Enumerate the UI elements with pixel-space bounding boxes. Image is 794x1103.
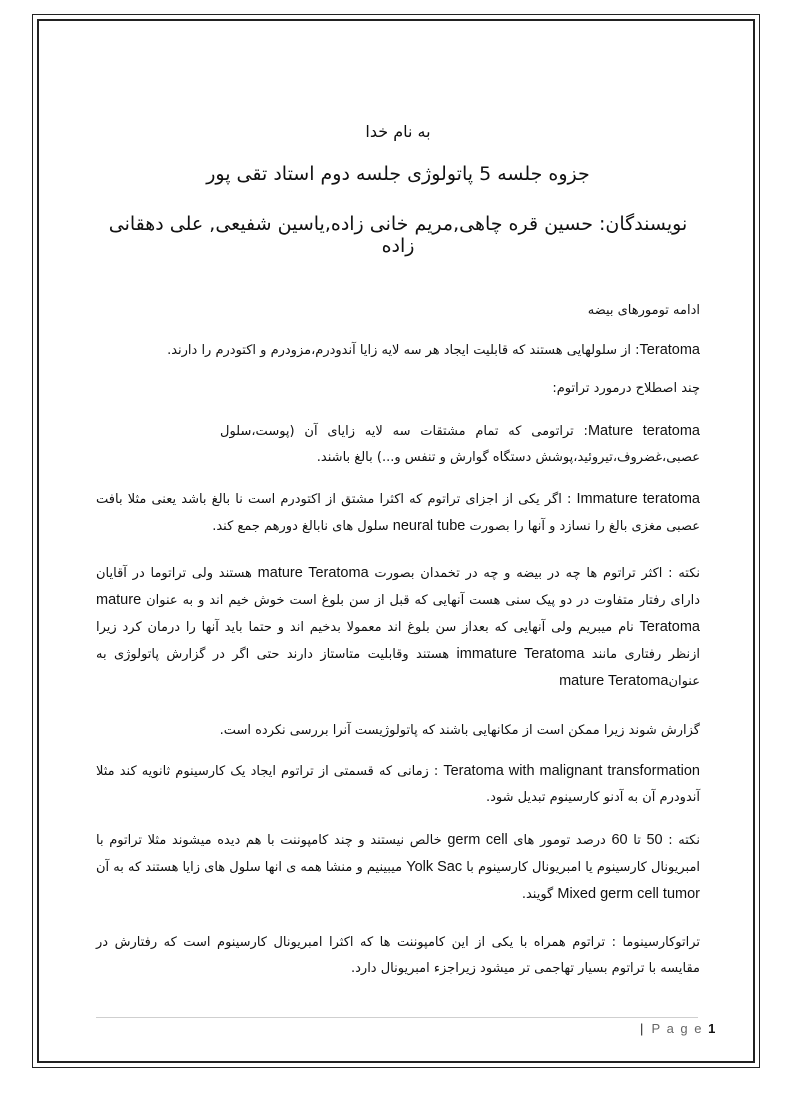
note-paragraph-2 xyxy=(96,827,700,908)
note2-text-c: درصد تومور های xyxy=(507,833,612,848)
term-immature-teratoma-2: immature Teratoma xyxy=(456,646,585,662)
term-mixed-germ-cell-tumor: Mixed germ cell tumor xyxy=(557,886,700,902)
note2-text-b: تا xyxy=(627,833,647,848)
term-immature-teratoma: Immature teratoma xyxy=(576,491,700,507)
immature-text-2: سلول های نابالغ دورهم جمع کند. xyxy=(212,519,393,534)
immature-text-1: : اگر یکی از اجزای تراتوم که اکثرا مشتق از اکتودرم است نا بالغ باشد یعنی مثلا بافت عصبی مغزی بالغ را نسازد و آنها را بصورت xyxy=(96,492,700,534)
note1-text-a: نکته : اکثر تراتوم ها چه در بیضه و چه در تخمدان بصورت xyxy=(368,566,701,581)
note1-text-d: هستند وقابلیت متاستاز دارند حتی اگر در گزارش پاتولوژی به عنوان xyxy=(96,647,700,689)
mature-text: : تراتومی که تمام مشتقات سه لایه زایای آن (پوست،سلول عصبی،غضروف،تیروئید،پوشش دستگاه گوارش و تنفس و...) بالغ باشند. xyxy=(220,424,700,465)
note2-text-a: نکته : xyxy=(662,833,700,848)
term-mature-teratoma-1: mature Teratoma xyxy=(257,565,369,581)
term-germ-cell: germ cell xyxy=(447,832,508,848)
note2-text-e: میبینیم و منشا همه ی انها سلول های زایا هستند که به آن xyxy=(96,860,407,875)
term-mature-teratoma-2: mature Teratoma xyxy=(96,592,700,635)
intro-line: ادامه تومورهای بیضه xyxy=(587,303,700,318)
mature-definition xyxy=(220,418,700,471)
note1-text-b: هستند ولی تراتوما در آقایان دارای رفتار متفاوت در دو پیک سنی هست آنهایی که قبل از سن بلوغ است خوش خیم اند و به عنوان xyxy=(96,566,700,608)
term-neural-tube: neural tube xyxy=(392,518,466,534)
report-line: گزارش شوند زیرا ممکن است از مکانهایی باشند که پاتولوژیست آنرا بررسی نکرده است. xyxy=(219,723,700,738)
malignant-definition xyxy=(96,758,700,811)
teratocarcinoma-paragraph: تراتوکارسینوما : تراتوم همراه با یکی از این کامپوننت ها که اکثرا امبریونال کارسینوم است که رفتارش در مقایسه با تراتوم بسیار تهاجمی تر میشود زیراجزء امبریونال دارد. xyxy=(96,935,700,976)
footer-bar-glyph: | xyxy=(640,1021,644,1036)
footer-divider xyxy=(96,1017,698,1018)
terms-heading: چند اصطلاح درمورد تراتوم: xyxy=(552,381,700,396)
term-teratoma: Teratoma xyxy=(639,342,700,358)
term-malignant-transformation: Teratoma with malignant transformation xyxy=(443,763,700,779)
teratoma-definition xyxy=(96,337,700,364)
term-mature-teratoma-3: mature Teratoma xyxy=(559,673,669,689)
term-mature-teratoma: Mature teratoma xyxy=(587,423,700,439)
basmala-heading: به نام خدا xyxy=(365,122,431,141)
immature-definition xyxy=(96,486,700,540)
page-number: 1 xyxy=(708,1021,716,1036)
note2-text-d: خالص نیستند و چند کامپوننت با هم دیده میشوند مثلا تراتوم با امبریونال کارسینوم یا امبریونال کارسینوم با xyxy=(96,833,701,875)
number-50: 50 xyxy=(646,832,663,848)
teratoma-text: : از سلولهایی هستند که قابلیت ایجاد هر سه لایه زایا آندودرم،مزودرم و اکتودرم را دارند. xyxy=(167,343,640,358)
note2-text-f: گویند. xyxy=(521,887,558,902)
note1-text-c: نام میبریم ولی آنهایی که بعداز سن بلوغ اند معمولا بدخیم اند و حتما باید آنها را درمان کرد زیرا ازنظر رفتاری مانند xyxy=(96,620,701,662)
page-footer xyxy=(640,1021,715,1036)
page-label: P a g e xyxy=(651,1021,703,1036)
number-60: 60 xyxy=(611,832,628,848)
note-paragraph-1 xyxy=(96,560,700,695)
document-title: جزوه جلسه 5 پاتولوژی جلسه دوم استاد تقی پور xyxy=(206,163,590,185)
malignant-text: : زمانی که قسمتی از تراتوم ایجاد یک کارسینوم ثانویه کند مثلا آندودرم آن به آدنو کارسینوم تبدیل شود. xyxy=(96,764,700,805)
term-yolk-sac: Yolk Sac xyxy=(406,859,463,875)
authors-line: نویسندگان: حسین قره چاهی,مریم خانی زاده,یاسین شفیعی, علی دهقانی زاده xyxy=(108,213,688,257)
